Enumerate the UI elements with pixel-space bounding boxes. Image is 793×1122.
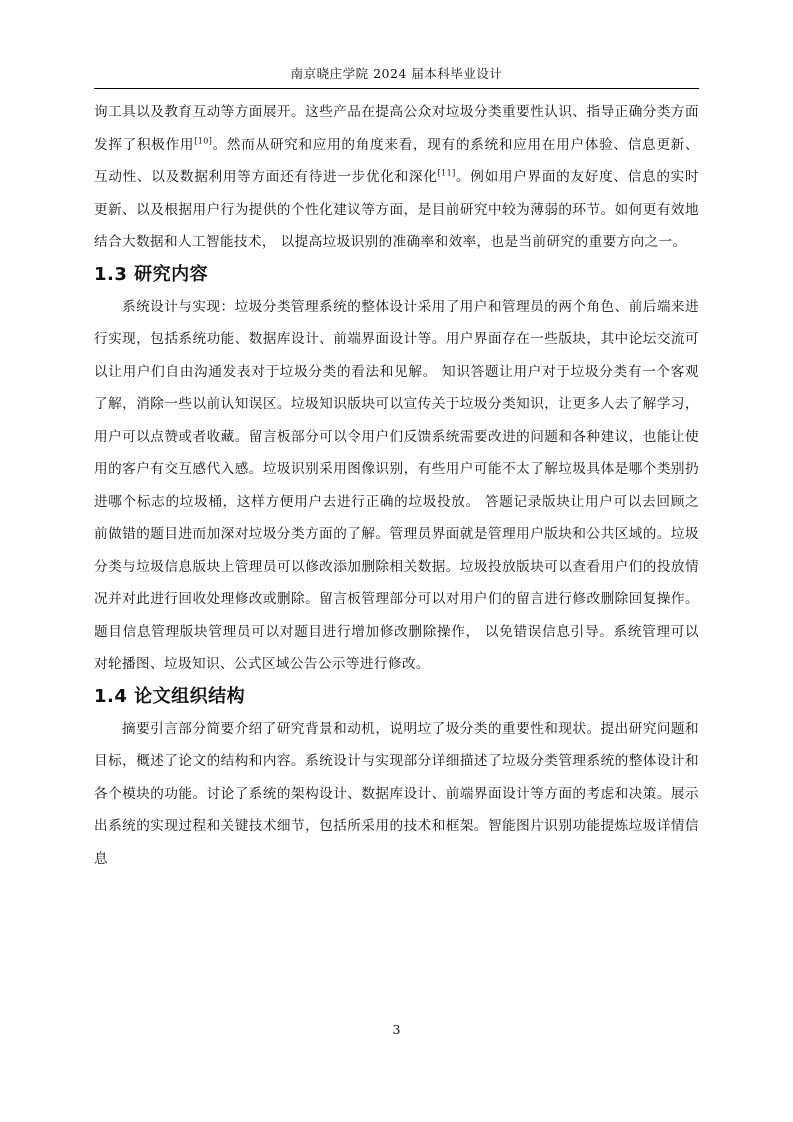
section-heading-1-4: 1.4 论文组织结构 — [94, 685, 246, 707]
intro-text-1: 询工具以及教育互动等方面展开。这些产品在提高公众对垃圾分类重要性认识、指导正确分类方面发挥了积极作用 — [94, 104, 699, 153]
intro-text-3: 。例如用户界面的友好度、信息的实时更新、以及根据用户行为提供的个性化建议等方面，是目前研究中较为薄弱的环节。如何更有效地结合大数据和人工智能技术， 以提高垃圾识别的准确率和效率，也是当前研究的重要方向之一。 — [94, 169, 699, 250]
intro-paragraph — [94, 96, 699, 259]
citation-10: [10] — [194, 135, 213, 145]
section-1-4-paragraph: 摘要引言部分简要介绍了研究背景和动机，说明垃了圾分类的重要性和现状。提出研究问题和目标，概述了论文的结构和内容。系统设计与实现部分详细描述了垃圾分类管理系统的整体设计和各个模块的功能。讨论了系统的架构设计、数据库设计、前端界面设计等方面的考虑和决策。展示出系统的实现过程和关键技术细节，包括所采用的技术和框架。智能图片识别功能提炼垃圾详情信息 — [94, 720, 699, 867]
page-content — [94, 96, 699, 875]
section-1-3-paragraph: 系统设计与实现：垃圾分类管理系统的整体设计采用了用户和管理员的两个角色、前后端来进行实现，包括系统功能、数据库设计、前端界面设计等。用户界面存在一些版块，其中论坛交流可以让用户们自由沟通发表对于垃圾分类的看法和见解。 知识答题让用户对于垃圾分类有一个客观了解，消除一些以前认知误区。垃圾知识版块可以宣传关于垃圾分类知识，让更多人去了解学习，用户可以点赞或者收藏。留言板部分可以令用户们反馈系统需要改进的问题和各种建议，也能让使用的客户有交互感代入感。垃圾识别采用图像识别，有些用户可能不太了解垃圾具体是哪个类别扔进哪个标志的垃圾桶，这样方便用户去进行正确的垃圾投放。 答题记录版块让用户可以去回顾之前做错的题目进而加深对垃圾分类方面的了解。管理员界面就是管理用户版块和公共区域的。垃圾分类与垃圾信息版块上管理员可以修改添加删除相关数据。垃圾投放版块可以查看用户们的投放情况并对此进行回收处理修改或删除。留言板管理部分可以对用户们的留言进行修改删除回复操作。题目信息管理版块管理员可以对题目进行增加修改删除操作， 以免错误信息引导。系统管理可以对轮播图、垃圾知识、公式区域公告公示等进行修改。 — [94, 298, 699, 672]
citation-11: [11] — [437, 168, 456, 178]
intro-text-2: 。然而从研究和应用的角度来看，现有的系统和应用在用户体验、信息更新、互动性、以及数据利用等方面还有待进一步优化和深化 — [94, 136, 699, 185]
page-header: 南京晓庄学院 2024 届本科毕业设计 — [94, 64, 699, 89]
page-number: 3 — [392, 1022, 401, 1037]
section-heading-1-3: 1.3 研究内容 — [94, 263, 209, 285]
